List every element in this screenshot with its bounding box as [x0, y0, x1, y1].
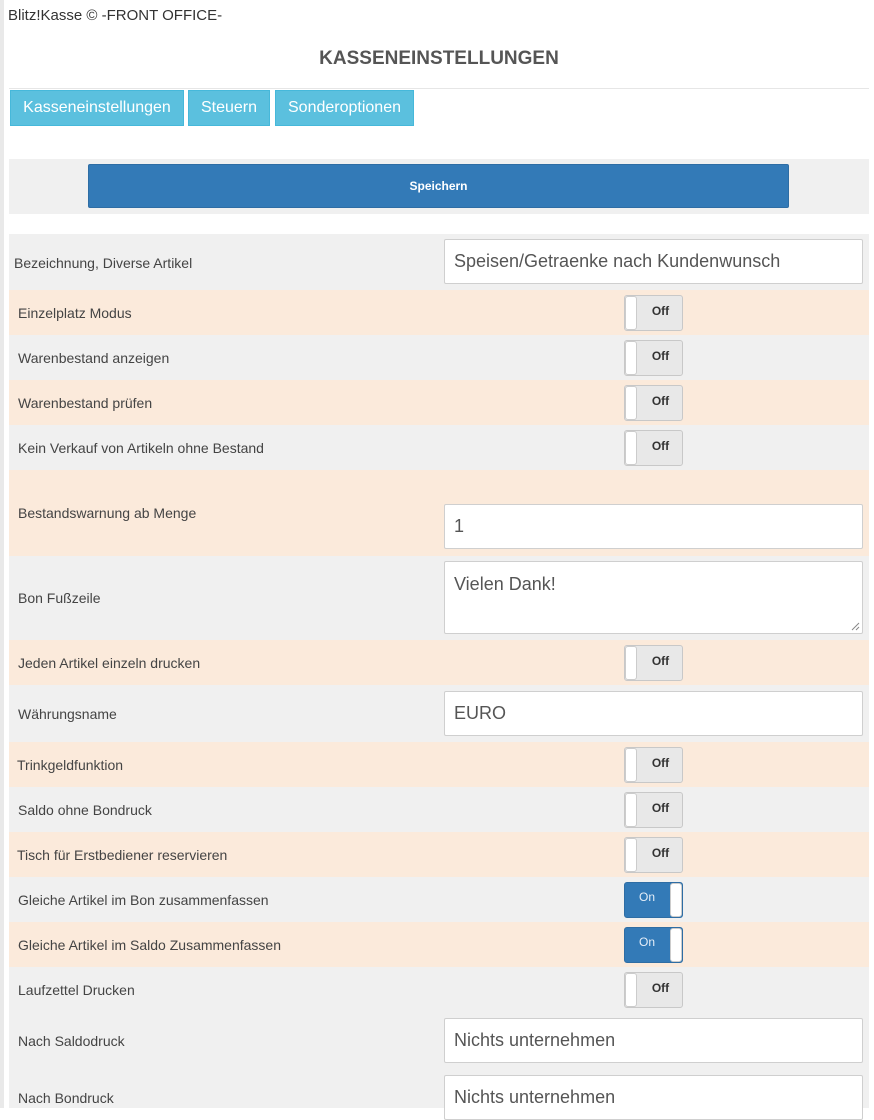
toggle-knob — [625, 793, 637, 827]
title-divider — [9, 88, 869, 89]
page-title: KASSENEINSTELLUNGEN — [319, 48, 559, 69]
setting-row-einzelplatz — [9, 290, 869, 335]
setting-label: Kein Verkauf von Artikeln ohne Bestand — [18, 440, 264, 456]
setting-label: Einzelplatz Modus — [18, 305, 132, 321]
nach-bondruck-select[interactable]: Nichts unternehmen — [444, 1075, 863, 1120]
einzeln-drucken-toggle[interactable] — [624, 645, 683, 681]
toggle-knob — [625, 341, 637, 375]
resize-handle-icon[interactable] — [851, 622, 860, 631]
setting-row-trinkgeld — [9, 742, 869, 787]
setting-row-waehrungsname — [9, 685, 869, 742]
setting-row-laufzettel — [9, 967, 869, 1012]
einzelplatz-toggle[interactable] — [624, 295, 683, 331]
setting-row-nach-saldodruck — [9, 1012, 869, 1069]
toggle-knob — [625, 838, 637, 872]
trinkgeld-toggle[interactable] — [624, 747, 683, 783]
setting-row-kein-verkauf — [9, 425, 869, 470]
setting-row-bon-zusammenfassen — [9, 877, 869, 922]
toggle-knob — [670, 928, 682, 962]
toggle-state: On — [638, 890, 655, 904]
bon-zusammenfassen-toggle[interactable] — [624, 882, 683, 918]
nach-saldodruck-select[interactable]: Nichts unternehmen — [444, 1018, 863, 1063]
bestandswarnung-input[interactable]: 1 — [444, 504, 863, 549]
tab-sonderoptionen[interactable]: Sonderoptionen — [275, 90, 414, 126]
toggle-knob — [625, 748, 637, 782]
app-title: Blitz!Kasse © -FRONT OFFICE- — [8, 7, 223, 24]
toggle-knob — [625, 296, 637, 330]
setting-label: Saldo ohne Bondruck — [18, 802, 152, 818]
setting-label: Laufzettel Drucken — [18, 982, 135, 998]
setting-row-warenbestand-anzeigen — [9, 335, 869, 380]
tisch-reservieren-toggle[interactable] — [624, 837, 683, 873]
toggle-knob — [625, 386, 637, 420]
toggle-knob — [670, 883, 682, 917]
setting-label: Trinkgeldfunktion — [17, 757, 124, 773]
waehrungsname-input[interactable]: EURO — [444, 691, 863, 736]
toggle-state: Off — [651, 801, 670, 815]
toggle-state: Off — [651, 654, 670, 668]
toggle-state: Off — [651, 846, 670, 860]
toggle-state: Off — [651, 756, 670, 770]
textarea-value: Vielen Dank! — [454, 574, 556, 594]
setting-row-warenbestand-pruefen — [9, 380, 869, 425]
setting-row-saldo-zusammenfassen — [9, 922, 869, 967]
setting-row-einzeln-drucken — [9, 640, 869, 685]
bon-fusszeile-textarea[interactable] — [444, 561, 863, 634]
warenbestand-pruefen-toggle[interactable] — [624, 385, 683, 421]
setting-label: Jeden Artikel einzeln drucken — [18, 655, 201, 671]
setting-label: Gleiche Artikel im Bon zusammenfassen — [18, 892, 269, 908]
setting-row-bezeichnung — [9, 234, 869, 290]
laufzettel-toggle[interactable] — [624, 972, 683, 1008]
tab-kasseneinstellungen[interactable]: Kasseneinstellungen — [10, 90, 184, 126]
toggle-state: On — [638, 935, 655, 949]
toggle-knob — [625, 646, 637, 680]
setting-label: Nach Bondruck — [18, 1090, 114, 1106]
toggle-state: Off — [651, 981, 670, 995]
kein-verkauf-toggle[interactable] — [624, 430, 683, 466]
toggle-knob — [625, 431, 637, 465]
setting-label: Bon Fußzeile — [18, 590, 101, 606]
toggle-knob — [625, 973, 637, 1007]
setting-row-tisch-reservieren — [9, 832, 869, 877]
setting-label: Bestandswarnung ab Menge — [18, 505, 197, 521]
saldo-zusammenfassen-toggle[interactable] — [624, 927, 683, 963]
warenbestand-anzeigen-toggle[interactable] — [624, 340, 683, 376]
setting-label: Währungsname — [18, 706, 117, 722]
setting-label: Tisch für Erstbediener reservieren — [17, 847, 228, 863]
bezeichnung-input[interactable]: Speisen/Getraenke nach Kundenwunsch — [444, 239, 863, 284]
toggle-state: Off — [651, 349, 670, 363]
setting-label: Warenbestand anzeigen — [18, 350, 170, 366]
left-border — [0, 0, 4, 1108]
setting-label: Nach Saldodruck — [18, 1033, 125, 1049]
toggle-state: Off — [651, 394, 670, 408]
save-button[interactable]: Speichern — [88, 164, 789, 208]
tab-steuern[interactable]: Steuern — [188, 90, 270, 126]
setting-label: Bezeichnung, Diverse Artikel — [14, 255, 193, 271]
setting-label: Gleiche Artikel im Saldo Zusammenfassen — [18, 937, 281, 953]
toggle-state: Off — [651, 439, 670, 453]
setting-row-bestandswarnung — [9, 470, 869, 556]
setting-row-nach-bondruck — [9, 1069, 869, 1108]
setting-row-saldo-ohne-bondruck — [9, 787, 869, 832]
setting-label: Warenbestand prüfen — [18, 395, 153, 411]
saldo-ohne-bondruck-toggle[interactable] — [624, 792, 683, 828]
setting-row-bon-fusszeile — [9, 556, 869, 640]
toggle-state: Off — [651, 304, 670, 318]
